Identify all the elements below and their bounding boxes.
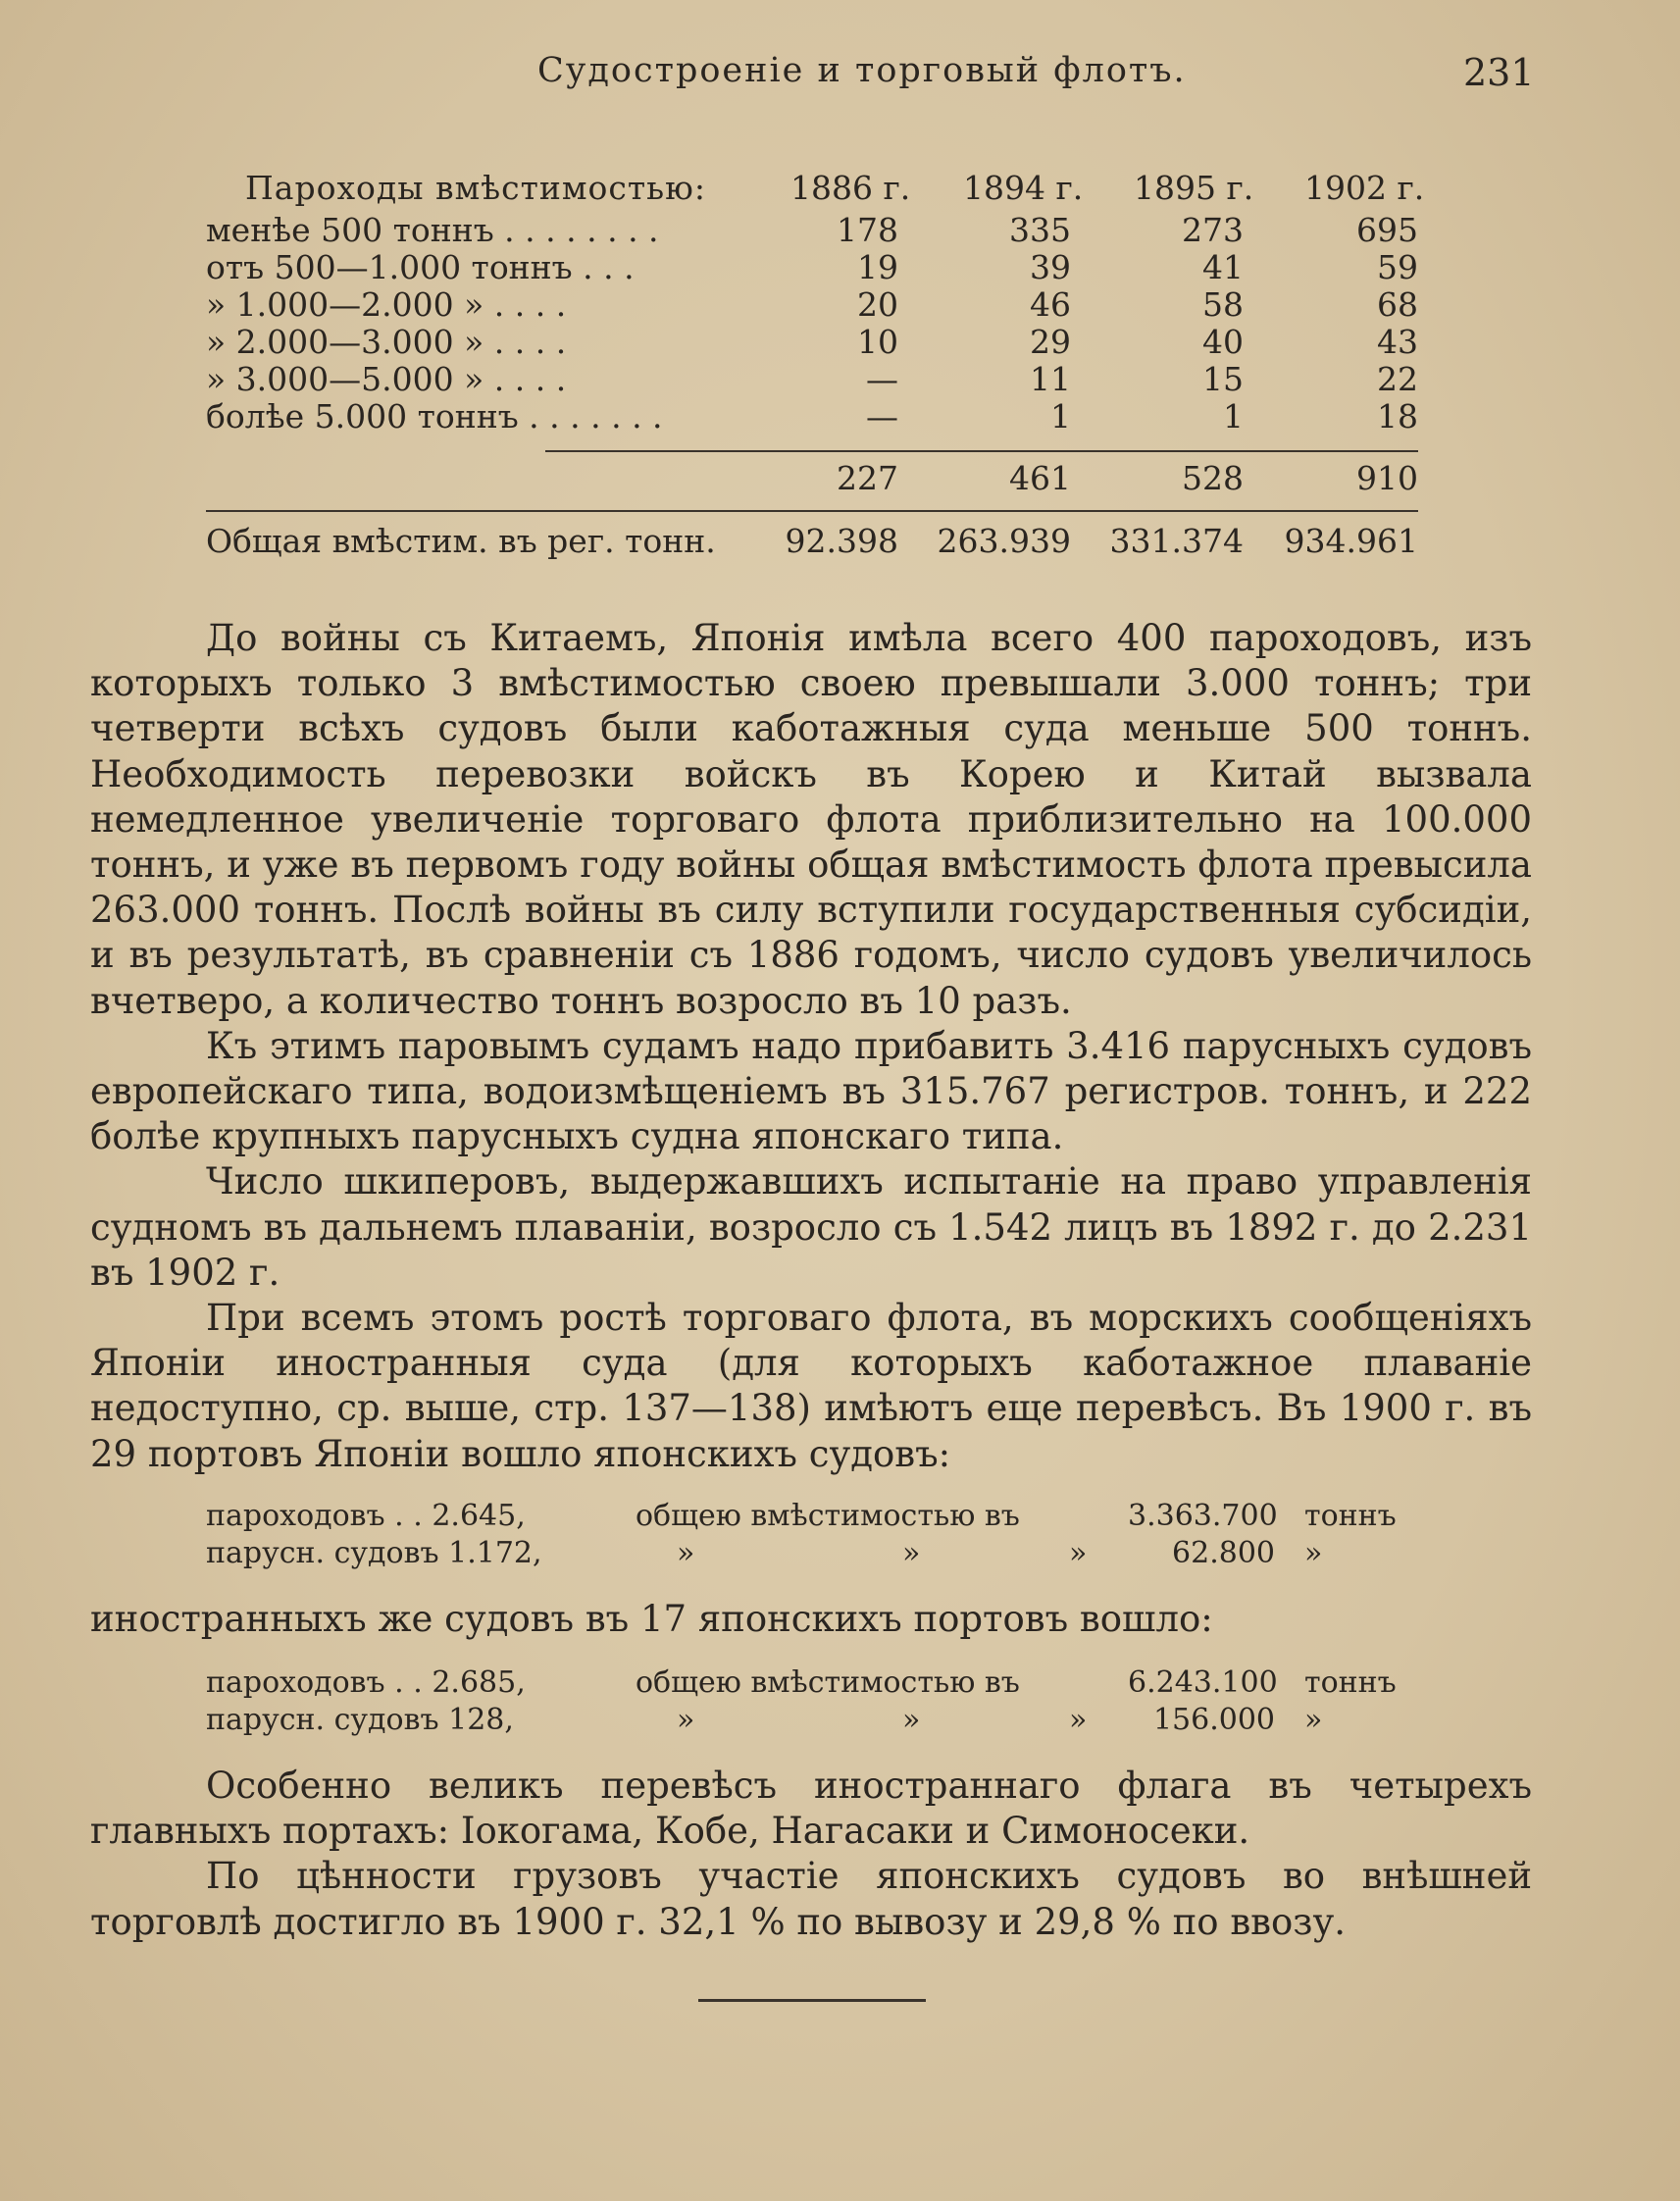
stat-tonnage: 6.243.100: [1128, 1665, 1278, 1700]
cell: —: [866, 360, 898, 398]
stat-tonnage: 62.800: [1172, 1536, 1275, 1570]
tonnage-cell: 263.939: [937, 522, 1071, 560]
total-cell: 227: [837, 459, 898, 497]
total-cell: 910: [1356, 459, 1418, 497]
cell: 22: [1377, 360, 1418, 398]
cell: —: [866, 397, 898, 435]
row-label: » 3.000—5.000 » . . . .: [206, 360, 567, 398]
tonnage-cell: 934.961: [1284, 522, 1418, 560]
tonnage-row: [0, 522, 1680, 561]
table-row: [0, 248, 1680, 287]
paragraph: Къ этимъ паровымъ судамъ надо прибавить 3.416 парусныхъ судовъ европейскаго типа, водоизмѣщеніемъ въ 315.767 регистров. тоннъ, и 222 болѣе крупныхъ парусныхъ судна японскаго типа.: [90, 1024, 1532, 1158]
paragraph: Число шкиперовъ, выдержавшихъ испытаніе на право управленія судномъ въ дальнемъ плаваніи, возросло съ 1.542 лицъ въ 1892 г. до 2.231 въ 1902 г.: [90, 1160, 1532, 1294]
cell: 335: [1009, 211, 1071, 249]
year-header: 1886 г.: [790, 169, 911, 207]
tonnage-cell: 331.374: [1109, 522, 1244, 560]
table-rule: [545, 450, 1418, 452]
end-rule: [698, 1999, 926, 2002]
stat-row: [0, 1499, 1680, 1536]
row-label: отъ 500—1.000 тоннъ . . .: [206, 248, 635, 286]
ditto-mark: »: [1069, 1703, 1088, 1737]
year-header: 1902 г.: [1304, 169, 1425, 207]
cell: 40: [1202, 323, 1244, 361]
stat-kind: парусн. судовъ 128,: [206, 1703, 514, 1737]
cell: 29: [1030, 323, 1071, 361]
table-row: [0, 323, 1680, 362]
stat-desc: общею вмѣстимостью въ: [636, 1665, 1020, 1700]
foreign-intro: [90, 1597, 1532, 1642]
stat-tonnage: 3.363.700: [1128, 1499, 1278, 1533]
cell: 58: [1202, 285, 1244, 324]
ditto-mark: »: [677, 1703, 695, 1737]
ditto-mark: »: [1069, 1536, 1088, 1570]
cell: 43: [1377, 323, 1418, 361]
table-row: [0, 397, 1680, 436]
table-header-row: [0, 169, 1680, 208]
cell: 273: [1182, 211, 1244, 249]
row-label: болѣе 5.000 тоннъ . . . . . . .: [206, 397, 663, 435]
running-title: Судостроеніе и торговый флотъ.: [537, 51, 1187, 90]
body-text: [90, 616, 1532, 1477]
year-header: 1894 г.: [963, 169, 1084, 207]
row-label: » 1.000—2.000 » . . . .: [206, 285, 567, 324]
stat-kind: пароходовъ . . 2.645,: [206, 1499, 526, 1533]
cell: 10: [857, 323, 898, 361]
paragraph: По цѣнности грузовъ участіе японскихъ судовъ во внѣшней торговлѣ достигло въ 1900 г. 32,1 % по вывозу и 29,8 % по ввозу.: [90, 1855, 1532, 1943]
cell: 695: [1356, 211, 1418, 249]
table-header-label: Пароходы вмѣстимостью:: [245, 169, 706, 207]
stat-unit: тоннъ: [1304, 1499, 1397, 1533]
cell: 19: [857, 248, 898, 286]
cell: 11: [1030, 360, 1071, 398]
stat-kind: пароходовъ . . 2.685,: [206, 1665, 526, 1700]
paragraph: Особенно великъ перевѣсъ иностраннаго флага въ четырехъ главныхъ портахъ: Іокогама, Кобе, Нагасаки и Симоносеки.: [90, 1765, 1532, 1853]
row-label: » 2.000—3.000 » . . . .: [206, 323, 567, 361]
total-cell: 528: [1182, 459, 1244, 497]
page-number: 231: [1463, 51, 1535, 94]
ditto-mark: »: [902, 1536, 921, 1570]
stat-kind: парусн. судовъ 1.172,: [206, 1536, 542, 1570]
total-cell: 461: [1009, 459, 1071, 497]
paragraph: иностранныхъ же судовъ въ 17 японскихъ портовъ вошло:: [90, 1598, 1213, 1640]
ditto-mark: »: [902, 1703, 921, 1737]
page-header: [0, 51, 1680, 100]
paragraph: До войны съ Китаемъ, Японія имѣла всего 400 пароходовъ, изъ которыхъ только 3 вмѣстимостью своею превышали 3.000 тоннъ; три четверти всѣхъ судовъ были каботажныя суда меньше 500 тоннъ. Необходимость перевозки войскъ въ Корею и Китай вызвала немедленное увеличеніе торговаго флота приблизительно на 100.000 тоннъ, и уже въ первомъ году войны общая вмѣстимость флота превысила 263.000 тоннъ. Послѣ войны въ силу вступили государственныя субсидіи, и въ результатѣ, въ сравненіи съ 1886 годомъ, число судовъ увеличилось вчетверо, а количество тоннъ возросло въ 10 разъ.: [90, 617, 1532, 1022]
cell: 41: [1202, 248, 1244, 286]
cell: 1: [1223, 397, 1244, 435]
table-row: [0, 360, 1680, 399]
table-row: [0, 211, 1680, 250]
row-label: менѣе 500 тоннъ . . . . . . . .: [206, 211, 659, 249]
cell: 68: [1377, 285, 1418, 324]
cell: 1: [1050, 397, 1071, 435]
table-row: [0, 285, 1680, 325]
cell: 20: [857, 285, 898, 324]
cell: 15: [1202, 360, 1244, 398]
tonnage-cell: 92.398: [785, 522, 898, 560]
stat-unit: »: [1304, 1536, 1323, 1570]
cell: 39: [1030, 248, 1071, 286]
stat-row: [0, 1536, 1680, 1573]
closing-text: [90, 1764, 1532, 1945]
year-header: 1895 г.: [1134, 169, 1254, 207]
totals-row: [0, 459, 1680, 498]
ditto-mark: »: [677, 1536, 695, 1570]
stat-row: [0, 1665, 1680, 1703]
stat-tonnage: 156.000: [1152, 1703, 1275, 1737]
stat-unit: »: [1304, 1703, 1323, 1737]
stat-unit: тоннъ: [1304, 1665, 1397, 1700]
cell: 59: [1377, 248, 1418, 286]
cell: 178: [837, 211, 898, 249]
tonnage-label: Общая вмѣстим. въ рег. тонн.: [206, 522, 716, 560]
paragraph: При всемъ этомъ ростѣ торговаго флота, въ морскихъ сообщеніяхъ Японіи иностранныя суда (для которыхъ каботажное плаваніе недоступно, ср. выше, стр. 137—138) имѣютъ еще перевѣсъ. Въ 1900 г. въ 29 портовъ Японіи вошло японскихъ судовъ:: [90, 1297, 1532, 1475]
table-rule: [206, 510, 1418, 512]
stat-desc: общею вмѣстимостью въ: [636, 1499, 1020, 1533]
cell: 18: [1377, 397, 1418, 435]
stat-row: [0, 1703, 1680, 1740]
cell: 46: [1030, 285, 1071, 324]
